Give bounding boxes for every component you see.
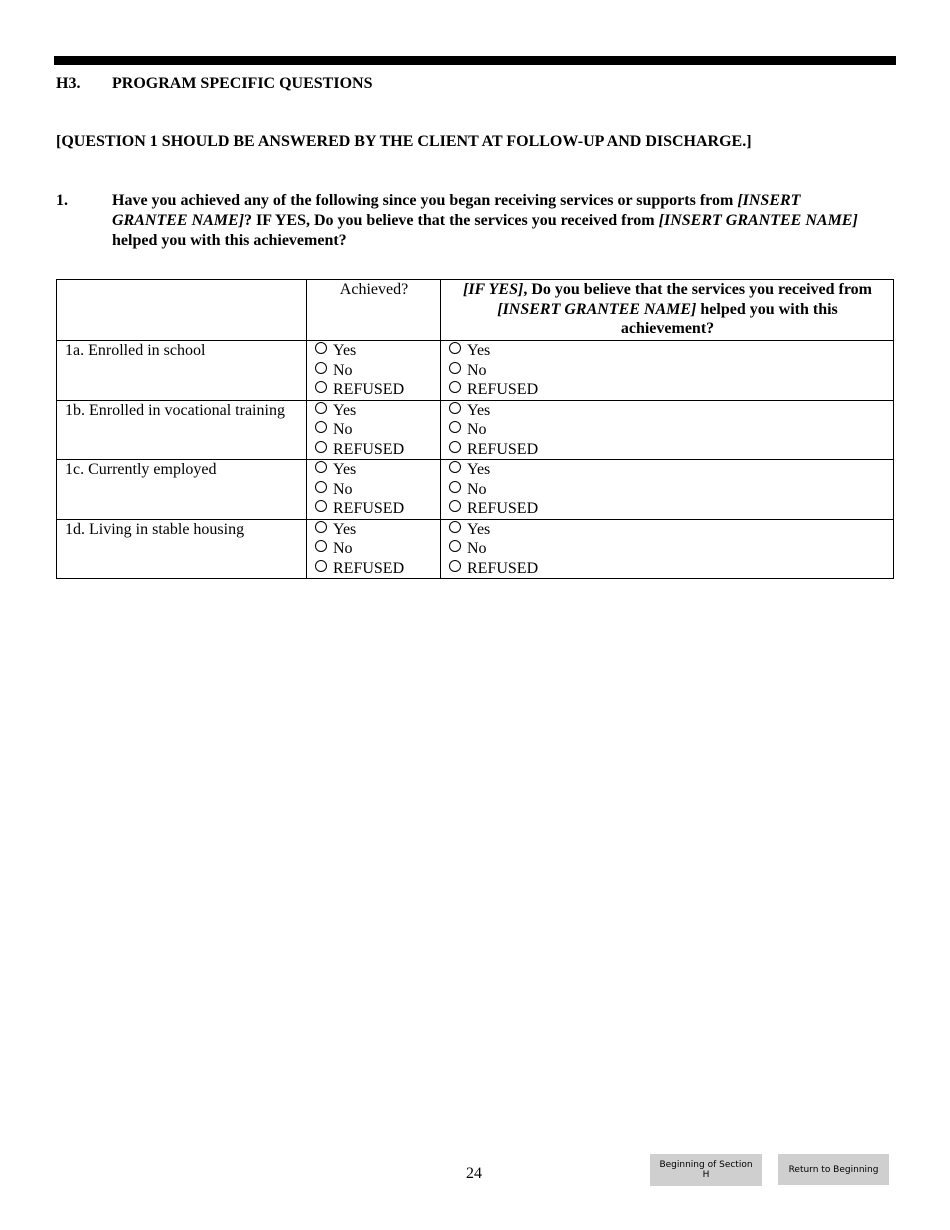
radio-circle-icon[interactable] bbox=[315, 521, 327, 533]
option-label: REFUSED bbox=[467, 559, 539, 577]
row-label: 1d. Living in stable housing bbox=[57, 519, 307, 579]
header-blank-cell bbox=[57, 280, 307, 341]
radio-circle-icon[interactable] bbox=[315, 402, 327, 414]
radio-circle-icon[interactable] bbox=[315, 540, 327, 552]
option-label: No bbox=[467, 421, 487, 438]
achieved-option[interactable] bbox=[315, 539, 433, 559]
achieved-option[interactable] bbox=[315, 420, 433, 440]
achieved-option[interactable] bbox=[315, 460, 433, 480]
option-label: Yes bbox=[467, 342, 491, 359]
achieved-options-cell bbox=[307, 341, 441, 401]
row-label: 1c. Currently employed bbox=[57, 460, 307, 520]
achieved-option[interactable] bbox=[315, 559, 433, 579]
helped-options-cell bbox=[441, 519, 894, 579]
option-label: No bbox=[333, 540, 353, 557]
grantee-placeholder: [INSERT GRANTEE NAME] bbox=[658, 212, 858, 229]
question-1 bbox=[56, 191, 876, 251]
grantee-placeholder: [INSERT GRANTEE NAME] bbox=[112, 192, 801, 229]
option-label: REFUSED bbox=[333, 559, 405, 577]
radio-circle-icon[interactable] bbox=[449, 421, 461, 433]
question-text-part3: helped you with this achievement? bbox=[112, 232, 347, 249]
helped-option[interactable] bbox=[449, 380, 886, 400]
top-rule bbox=[54, 56, 896, 65]
radio-circle-icon[interactable] bbox=[315, 481, 327, 493]
section-number: H3. bbox=[56, 75, 81, 92]
achieved-option[interactable] bbox=[315, 361, 433, 381]
option-label: Yes bbox=[333, 401, 357, 419]
radio-circle-icon[interactable] bbox=[449, 381, 461, 393]
table-row bbox=[57, 341, 894, 401]
radio-circle-icon[interactable] bbox=[449, 521, 461, 533]
table-row bbox=[57, 400, 894, 460]
achieved-option[interactable] bbox=[315, 341, 433, 361]
if-yes-label: [IF YES] bbox=[463, 281, 524, 298]
helped-option[interactable] bbox=[449, 460, 886, 480]
radio-circle-icon[interactable] bbox=[315, 461, 327, 473]
question-text-part2: ? IF YES, Do you believe that the services you received from bbox=[244, 212, 659, 229]
helped-option[interactable] bbox=[449, 559, 886, 579]
radio-circle-icon[interactable] bbox=[315, 381, 327, 393]
achieved-option[interactable] bbox=[315, 440, 433, 460]
achieved-options-cell bbox=[307, 400, 441, 460]
achieved-options-cell bbox=[307, 460, 441, 520]
helped-options-cell bbox=[441, 400, 894, 460]
achieved-option[interactable] bbox=[315, 380, 433, 400]
radio-circle-icon[interactable] bbox=[449, 362, 461, 374]
option-label: No bbox=[333, 480, 353, 498]
radio-circle-icon[interactable] bbox=[449, 500, 461, 512]
grantee-placeholder: [INSERT GRANTEE NAME] bbox=[497, 300, 697, 318]
radio-circle-icon[interactable] bbox=[449, 481, 461, 493]
option-label: Yes bbox=[333, 342, 357, 359]
option-label: Yes bbox=[333, 520, 357, 538]
radio-circle-icon[interactable] bbox=[449, 540, 461, 552]
option-label: No bbox=[333, 361, 353, 379]
option-label: No bbox=[467, 361, 487, 379]
table-header-row bbox=[57, 280, 894, 341]
page-number: 24 bbox=[466, 1165, 482, 1182]
radio-circle-icon[interactable] bbox=[449, 560, 461, 572]
helped-options-cell bbox=[441, 341, 894, 401]
question-text bbox=[112, 191, 876, 251]
option-label: REFUSED bbox=[333, 500, 405, 517]
radio-circle-icon[interactable] bbox=[315, 441, 327, 453]
table-row bbox=[57, 519, 894, 579]
row-label: 1b. Enrolled in vocational training bbox=[57, 400, 307, 460]
achieved-option[interactable] bbox=[315, 401, 433, 421]
option-label: Yes bbox=[333, 461, 357, 478]
achieved-options-cell bbox=[307, 519, 441, 579]
helped-option[interactable] bbox=[449, 499, 886, 519]
question-number: 1. bbox=[56, 192, 68, 209]
option-label: Yes bbox=[467, 520, 491, 538]
helped-option[interactable] bbox=[449, 440, 886, 460]
achieved-option[interactable] bbox=[315, 520, 433, 540]
achieved-option[interactable] bbox=[315, 499, 433, 519]
radio-circle-icon[interactable] bbox=[315, 500, 327, 512]
helped-option[interactable] bbox=[449, 480, 886, 500]
option-label: No bbox=[467, 540, 487, 557]
header-achieved: Achieved? bbox=[307, 280, 441, 341]
helped-option[interactable] bbox=[449, 520, 886, 540]
option-label: REFUSED bbox=[333, 381, 405, 398]
radio-circle-icon[interactable] bbox=[315, 362, 327, 374]
option-label: REFUSED bbox=[467, 381, 539, 398]
helped-option[interactable] bbox=[449, 341, 886, 361]
radio-circle-icon[interactable] bbox=[449, 461, 461, 473]
question-text-part1: Have you achieved any of the following since you began receiving services or supports from bbox=[112, 192, 738, 209]
option-label: REFUSED bbox=[467, 440, 539, 458]
helped-options-cell bbox=[441, 460, 894, 520]
section-heading bbox=[56, 75, 372, 93]
radio-circle-icon[interactable] bbox=[315, 342, 327, 354]
header-helped-part2: helped you with this achievement? bbox=[620, 300, 838, 337]
radio-circle-icon[interactable] bbox=[449, 342, 461, 354]
radio-circle-icon[interactable] bbox=[449, 402, 461, 414]
option-label: REFUSED bbox=[467, 500, 539, 517]
achieved-option[interactable] bbox=[315, 480, 433, 500]
achievement-table bbox=[56, 279, 894, 579]
beginning-of-section-button[interactable]: Beginning of Section H bbox=[650, 1154, 762, 1186]
helped-option[interactable] bbox=[449, 401, 886, 421]
return-to-beginning-button[interactable]: Return to Beginning bbox=[778, 1154, 889, 1185]
table-row bbox=[57, 460, 894, 520]
radio-circle-icon[interactable] bbox=[315, 560, 327, 572]
option-label: Yes bbox=[467, 461, 491, 478]
radio-circle-icon[interactable] bbox=[315, 421, 327, 433]
option-label: Yes bbox=[467, 401, 491, 419]
section-title: PROGRAM SPECIFIC QUESTIONS bbox=[112, 75, 373, 92]
option-label: REFUSED bbox=[333, 440, 405, 458]
header-helped-part1: , Do you believe that the services you received from bbox=[523, 281, 872, 298]
helped-option[interactable] bbox=[449, 361, 886, 381]
radio-circle-icon[interactable] bbox=[449, 441, 461, 453]
interviewer-instruction: [QUESTION 1 SHOULD BE ANSWERED BY THE CLIENT AT FOLLOW-UP AND DISCHARGE.] bbox=[56, 133, 752, 150]
option-label: No bbox=[333, 421, 353, 438]
row-label: 1a. Enrolled in school bbox=[57, 341, 307, 401]
helped-option[interactable] bbox=[449, 420, 886, 440]
helped-option[interactable] bbox=[449, 539, 886, 559]
header-helped bbox=[441, 280, 894, 341]
option-label: No bbox=[467, 480, 487, 498]
